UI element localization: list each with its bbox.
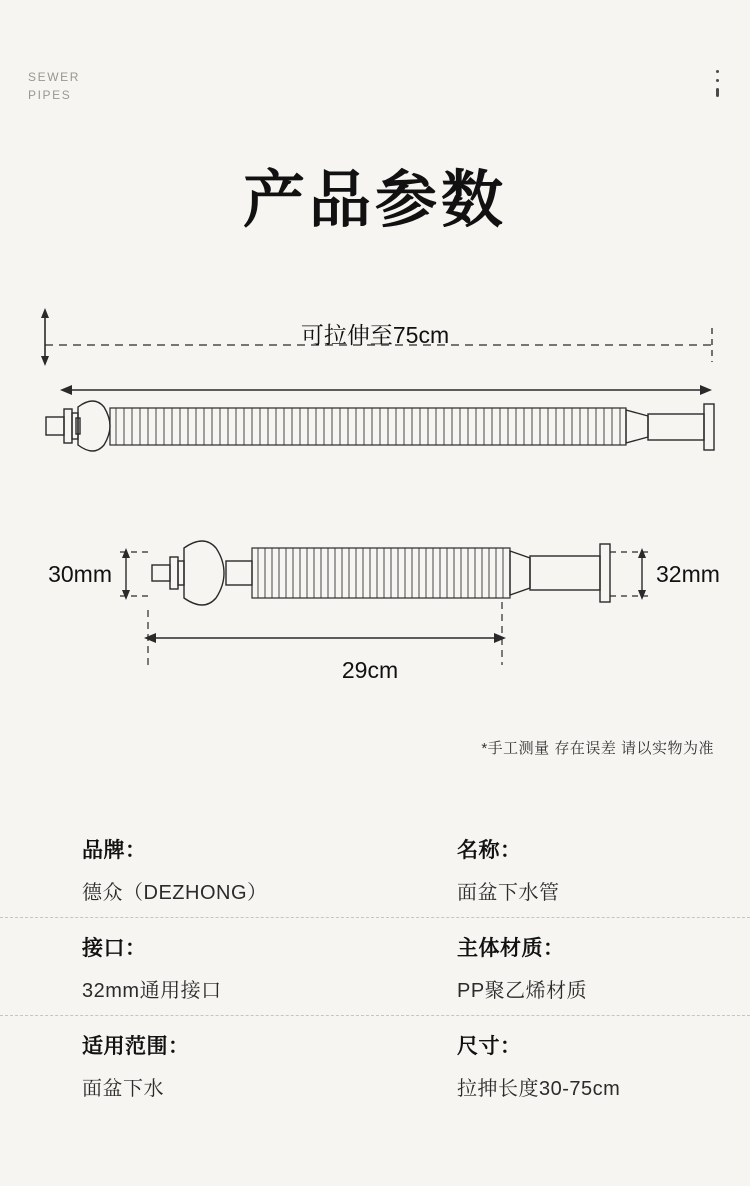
spec-cell-name (375, 820, 750, 917)
measurement-note: *手工测量 存在误差 请以实物为准 (481, 740, 714, 757)
product-diagram (0, 290, 750, 710)
spec-cell-size (375, 1016, 750, 1114)
brand-line-2: PIPES (28, 88, 72, 102)
spec-label: 接口： (82, 937, 147, 960)
brand-logo (28, 68, 80, 104)
spec-cell-material (375, 918, 750, 1015)
right-diameter-label: 32mm (656, 561, 720, 587)
spec-label: 适用范围： (82, 1035, 190, 1058)
table-row (0, 1016, 750, 1114)
kebab-dot-3 (716, 88, 719, 97)
spec-cell-interface (0, 918, 375, 1015)
spec-value: PP聚乙烯材质 (457, 980, 588, 1002)
spec-table (0, 820, 750, 1114)
spec-label: 品牌： (82, 839, 147, 862)
spec-label: 名称： (457, 839, 522, 862)
table-row (0, 918, 750, 1016)
kebab-dot-2 (716, 79, 719, 82)
table-row (0, 820, 750, 918)
spec-value: 面盆下水管 (457, 882, 560, 904)
length-label: 29cm (341, 657, 399, 683)
kebab-dot-1 (716, 70, 719, 73)
spec-value: 32mm通用接口 (82, 980, 222, 1002)
spec-value: 拉抻长度30-75cm (457, 1078, 621, 1100)
spec-value: 面盆下水 (82, 1078, 164, 1100)
spec-cell-brand (0, 820, 375, 917)
left-diameter-label: 30mm (48, 561, 112, 587)
spec-value: 德众（DEZHONG） (82, 882, 268, 904)
brand-line-1: SEWER (28, 70, 81, 84)
page-title: 产品参数 (242, 166, 507, 235)
spec-cell-scope (0, 1016, 375, 1114)
stretch-length-label: 可拉伸至75cm (300, 322, 450, 348)
spec-label: 尺寸： (457, 1035, 522, 1058)
kebab-menu-icon[interactable] (714, 70, 720, 104)
spec-label: 主体材质： (457, 937, 565, 960)
